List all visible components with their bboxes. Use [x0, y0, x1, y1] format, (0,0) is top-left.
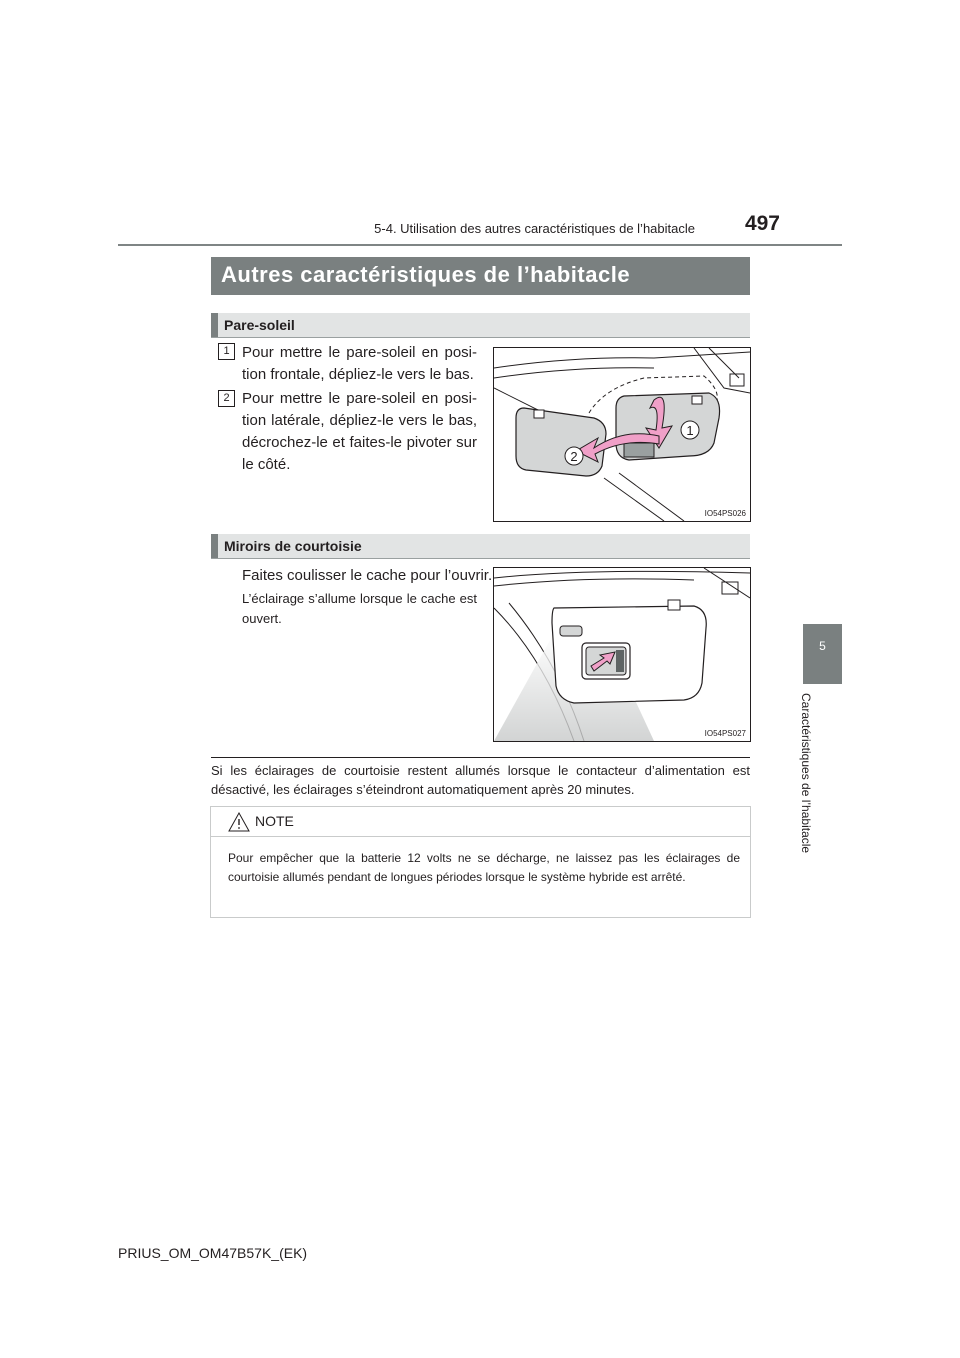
section-heading-vanity-mirrors-label: Miroirs de courtoisie: [224, 538, 362, 554]
note-box: [210, 806, 751, 918]
header-section-title: 5-4. Utilisation des autres caractéristiques de l’habitacle: [374, 221, 695, 236]
chapter-tab: [803, 624, 842, 684]
warning-triangle-icon: [228, 812, 250, 832]
vanity-mirror-illustration: [493, 567, 751, 742]
callout-2: 2: [570, 449, 578, 464]
section-heading-sun-visor-label: Pare-soleil: [224, 317, 295, 333]
step-2-text: Pour mettre le pare-soleil en posi-tion latérale, dépliez-le vers le bas, décrochez-le et faites-le pivoter sur le côté.: [242, 390, 477, 473]
step-1-badge: 1: [218, 343, 235, 360]
step-2-badge: 2: [218, 390, 235, 407]
page-number: 497: [744, 212, 780, 235]
callout-1: 1: [686, 423, 694, 438]
vanity-mirror-drawing: [494, 568, 750, 741]
note-label: NOTE: [255, 813, 294, 829]
main-title-banner: [211, 257, 750, 295]
section-heading-vanity-mirrors: [211, 534, 750, 559]
figure-code-sun-visor: IO54PS026: [704, 509, 746, 518]
info-divider: [211, 757, 750, 758]
sun-visor-illustration: [493, 347, 751, 522]
footer-doc-code: PRIUS_OM_OM47B57K_(EK): [118, 1245, 308, 1261]
step-1-text: Pour mettre le pare-soleil en posi-tion frontale, dépliez-le vers le bas.: [242, 344, 477, 383]
section-heading-sun-visor: [211, 313, 750, 338]
chapter-tab-number: 5: [819, 639, 826, 653]
main-title: Autres caractéristiques de l’habitacle: [221, 262, 631, 287]
sun-visor-drawing: [494, 348, 750, 521]
chapter-side-label: [793, 693, 813, 868]
header-rule: [118, 244, 842, 246]
info-text: Si les éclairages de courtoisie restent allumés lorsque le contacteur d’alimentation est désactivé, les éclairages s’éteindront automatiquement après 20 minutes.: [211, 763, 750, 797]
vanity-instruction: Faites coulisser le cache pour l’ouvrir.: [242, 567, 493, 584]
note-text: Pour empêcher que la batterie 12 volts ne se décharge, ne laissez pas les éclairages de courtoisie allumés pendant de longues périodes lorsque le système hybride est arrêté.: [228, 851, 740, 884]
vanity-detail: L’éclairage s’allume lorsque le cache est ouvert.: [242, 591, 477, 626]
figure-code-vanity: IO54PS027: [704, 729, 746, 738]
chapter-side-label-text: Caractéristiques de l’habitacle: [799, 693, 813, 854]
